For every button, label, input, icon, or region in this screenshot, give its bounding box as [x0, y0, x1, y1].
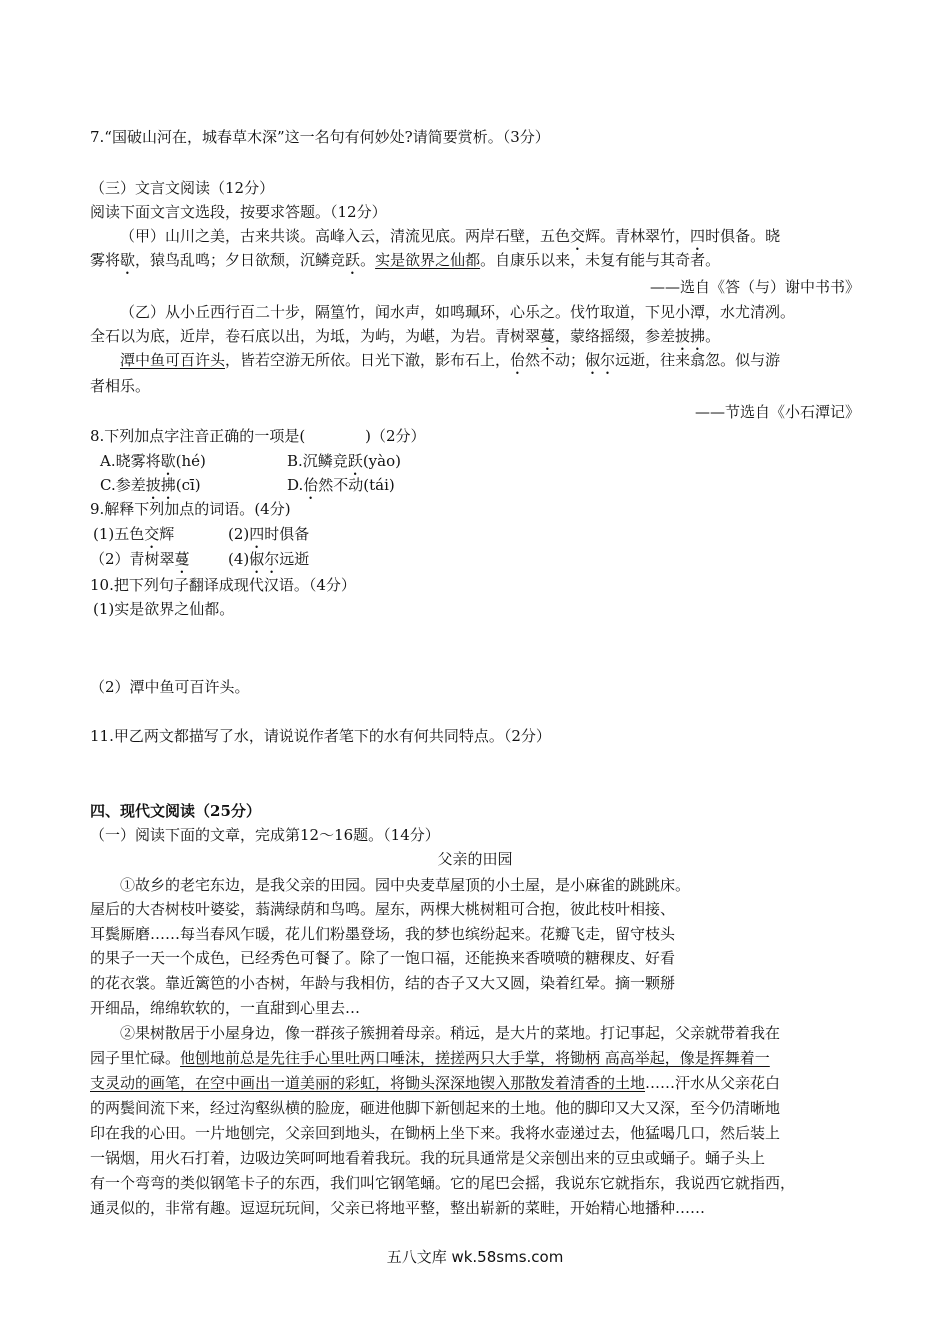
underlined-sentence: 他刨地前总是先往手心里吐两口唾沫，搓搓两只大手掌，将锄柄 高高举起，像是挥舞着一 — [180, 1049, 770, 1067]
article-p2-line: 通灵似的，非常有趣。逗逗玩玩间，父亲已将地平整，整出崭新的菜畦，开始精心地播种…… — [90, 1199, 706, 1217]
passage-jia-source: ——选自《答（与）谢中书书》 — [649, 278, 860, 296]
q10-sentence-1: (1)实是欲界之仙都。 — [93, 600, 235, 618]
q9-item-3: （2）青树翠蔓 — [90, 550, 190, 568]
article-p1-line: 开细品，绵绵软软的，一直甜到心里去… — [90, 999, 361, 1017]
article-p1-line: 的花衣裳。靠近篱笆的小杏树，年龄与我相仿，结的杏子又大又圆，染着红晕。摘一颗掰 — [90, 974, 676, 992]
article-p2-line: 园子里忙碌。他刨地前总是先往手心里吐两口唾沫，搓搓两只大手掌，将锄柄 高高举起，像是挥舞着一 — [90, 1049, 770, 1067]
q9-item-2: (2)四时俱备 — [228, 525, 310, 543]
passage-yi-line-4: 者相乐。 — [90, 377, 151, 395]
footer-watermark: 五八文库 wk.58sms.com — [386, 1248, 564, 1266]
article-p1-line: 的果子一天一个成色，已经秀色可餐了。除了一饱口福，还能换来香喷喷的糖稞皮、好看 — [90, 949, 676, 967]
underlined-sentence: 支灵动的画笔，在空中画出一道美丽的彩虹，将锄头深深地锲入那散发着清香的土地 — [90, 1074, 646, 1092]
question-7: 7.“国破山河在，城春草木深”这一名句有何妙处?请简要赏析。（3分） — [90, 128, 550, 146]
article-p2-line: ②果树散居于小屋身边，像一群孩子簇拥着母亲。稍远，是大片的菜地。打记事起，父亲就带着我在 — [120, 1024, 781, 1042]
passage-jia-line-1: （甲）山川之美，古来共谈。高峰入云，清流见底。两岸石壁，五色交辉。青林翠竹，四时俱备。晓 — [120, 227, 781, 245]
question-10-stem: 10.把下列句子翻译成现代汉语。（4分） — [90, 576, 356, 594]
q10-sentence-2: （2）潭中鱼可百许头。 — [90, 678, 250, 696]
passage-jia-line-2: 雾将歇，猿鸟乱鸣；夕日欲颓，沉鳞竞跃。实是欲界之仙都。自康乐以来，未复有能与其奇者。 — [90, 251, 721, 269]
dotted-word: 披拂 — [675, 327, 706, 345]
dotted-word: 蔓 — [540, 327, 556, 345]
section-4-subtitle: （一）阅读下面的文章，完成第12～16题。（14分） — [90, 826, 440, 844]
article-p1-line: 耳鬓厮磨……每当春风乍暖，花儿们粉墨登场，我的梦也缤纷起来。花瓣飞走，留守枝头 — [90, 925, 676, 943]
article-p2-line: 的两鬓间流下来，经过沟壑纵横的脸庞，砸进他脚下新刨起来的土地。他的脚印又大又深，至今仍清晰地 — [90, 1099, 781, 1117]
q8-option-d: D.佁然不动(tái) — [287, 476, 395, 494]
question-11: 11.甲乙两文都描写了水，请说说作者笔下的水有何共同特点。（2分） — [90, 727, 551, 745]
q9-item-4: (4)俶尔远逝 — [228, 550, 310, 568]
question-9-stem: 9.解释下列加点的词语。(4分) — [90, 500, 291, 518]
article-p2-line: 有一个弯弯的类似钢笔卡子的东西，我们叫它钢笔蛹。它的尾巴会摇，我说东它就指东，我说西它就指西， — [90, 1174, 796, 1192]
underlined-sentence: 实是欲界之仙都 — [375, 251, 481, 269]
dotted-word: 俶尔 — [585, 351, 616, 369]
q8-option-a: A.晓雾将歇(hé) — [100, 452, 206, 470]
article-p2-line: 支灵动的画笔，在空中画出一道美丽的彩虹，将锄头深深地锲入那散发着清香的土地……汗水从父亲花白 — [90, 1074, 781, 1092]
question-8-stem: 8.下列加点字注音正确的一项是( )（2分） — [90, 427, 426, 445]
article-p2-line: 印在我的心田。一片地刨完，父亲回到地头，在锄柄上坐下来。我将水壶递过去，他猛喝几口，然后装上 — [90, 1124, 781, 1142]
q9-item-1: (1)五色交辉 — [93, 525, 175, 543]
dotted-word: 交 — [570, 227, 586, 245]
section-3-instructions: 阅读下面文言文选段，按要求答题。（12分） — [90, 203, 387, 221]
passage-yi-source: ——节选自《小石潭记》 — [694, 403, 860, 421]
section-4-title: 四、现代文阅读（25分） — [90, 802, 261, 820]
article-p1-line: 屋后的大杏树枝叶婆娑，蓊满绿荫和鸟鸣。屋东，两棵大桃树粗可合抱，彼此枝叶相接、 — [90, 900, 676, 918]
article-title: 父亲的田园 — [437, 850, 513, 868]
section-3-title: （三）文言文阅读（12分） — [90, 179, 275, 197]
dotted-word: 歇 — [120, 251, 136, 269]
underlined-sentence: 潭中鱼可百许头 — [120, 351, 226, 369]
dotted-word: 佁 — [510, 351, 526, 369]
q8-option-c: C.参差披拂(cī) — [100, 476, 201, 494]
article-p2-line: 一锅烟，用火石打着，边吸边笑呵呵地看着我玩。我的玩具通常是父亲刨出来的豆虫或蛹子。蛹子头上 — [90, 1149, 766, 1167]
dotted-word: 四 — [690, 227, 706, 245]
q8-option-b: B.沉鳞竞跃(yào) — [287, 452, 401, 470]
passage-yi-line-1: （乙）从小丘西行百二十步，隔篁竹，闻水声，如鸣珮环，心乐之。伐竹取道，下见小潭，水尤清冽。 — [120, 303, 796, 321]
passage-yi-line-3: 潭中鱼可百许头，皆若空游无所依。日光下澈，影布石上，佁然不动；俶尔远逝，往来翕忽。似与游 — [120, 351, 781, 369]
dotted-word: 跃 — [345, 251, 361, 269]
passage-yi-line-2: 全石以为底，近岸，卷石底以出，为坻，为屿，为嵁，为岩。青树翠蔓，蒙络摇缀，参差披拂。 — [90, 327, 721, 345]
article-p1-line: ①故乡的老宅东边，是我父亲的田园。园中央麦草屋顶的小土屋，是小麻雀的跳跳床。 — [120, 876, 691, 894]
